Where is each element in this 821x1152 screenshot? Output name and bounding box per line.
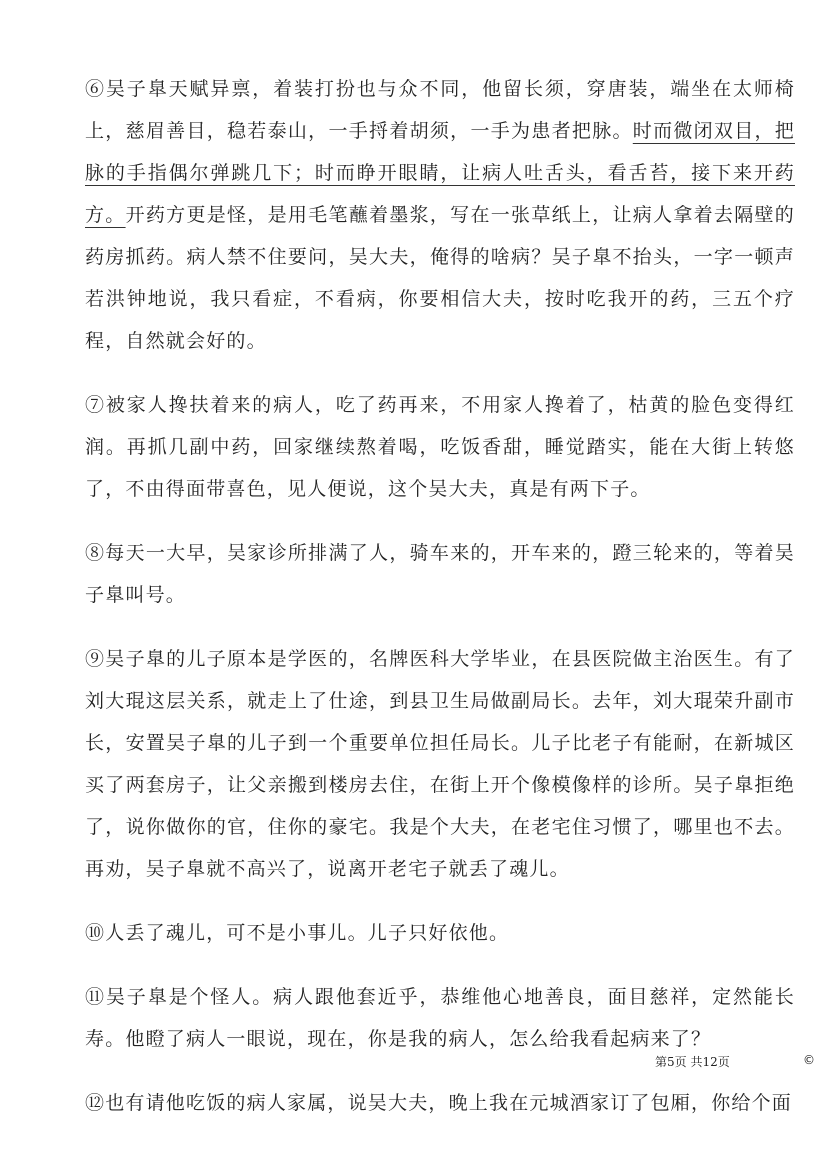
paragraph-9 (85, 638, 795, 890)
paragraph-8 (85, 532, 795, 616)
paragraph-7 (85, 384, 795, 510)
paragraph-text: 人丢了魂儿，可不是小事儿。儿子只好依他。 (105, 922, 510, 944)
paragraph-number: ⑪ (85, 986, 106, 1008)
paragraph-number: ⑫ (85, 1092, 106, 1114)
paragraph-number: ⑦ (85, 394, 106, 416)
page-footer: 第5页 共12页 (655, 1055, 730, 1069)
paragraph-number: ⑨ (85, 648, 106, 670)
paragraph-text: 被家人搀扶着来的病人，吃了药再来，不用家人搀着了，枯黄的脸色变得红润。再抓几副中药，回家继续熬着喝，吃饭香甜，睡觉踏实，能在大街上转悠了，不由得面带喜色，见人便说，这个吴大夫，真是有两下子。 (85, 394, 795, 500)
paragraph-number: ⑧ (85, 542, 106, 564)
paragraph-6 (85, 68, 795, 362)
paragraph-number: ⑥ (85, 78, 106, 100)
copyright-mark: © (803, 1053, 815, 1067)
paragraph-text: 也有请他吃饭的病人家属，说吴大夫，晚上我在元城酒家订了包厢，你给个面 (105, 1092, 793, 1114)
paragraph-12 (85, 1082, 795, 1124)
paragraph-text: 吴子臯的儿子原本是学医的，名牌医科大学毕业，在县医院做主治医生。有了刘大琨这层关系，就走上了仕途，到县卫生局做副局长。去年，刘大琨荣升副市长，安置吴子臯的儿子到一个重要单位担任局长。儿子比老子有能耐，在新城区买了两套房子，让父亲搬到楼房去住，在街上开个像模像样的诊所。吴子臯拒绝了，说你做你的官，住你的豪宅。我是个大夫，在老宅住习惯了，哪里也不去。再劝，吴子臯就不高兴了，说离开老宅子就丢了魂儿。 (85, 648, 795, 880)
paragraph-text: 开药方更是怪，是用毛笔蘸着墨浆，写在一张草纸上，让病人拿着去隔壁的药房抓药。病人禁不住要问，吴大夫，俺得的啥病？吴子臯不抬头，一字一顿声若洪钟地说，我只看症，不看病，你要相信大夫，按时吃我开的药，三五个疗程，自然就会好的。 (85, 204, 795, 352)
paragraph-number: ⑩ (85, 922, 106, 944)
paragraph-11 (85, 976, 795, 1060)
underlined-sentence: 时而微闭双目，把脉的手指偶尔弹跳几下；时而睁开眼睛，让病人吐舌头，看舌苔，接下来开药方。 (85, 120, 795, 226)
document-page (85, 68, 795, 1146)
paragraph-text: 每天一大早，吴家诊所排满了人，骑车来的，开车来的，蹬三轮来的，等着吴子臯叫号。 (85, 542, 795, 606)
paragraph-10 (85, 912, 795, 954)
paragraph-text: 吴子臯是个怪人。病人跟他套近乎，恭维他心地善良，面目慈祥，定然能长寿。他瞪了病人一眼说，现在，你是我的病人，怎么给我看起病来了？ (85, 986, 795, 1050)
paragraph-text: 吴子臯天赋异禀，着装打扮也与众不同，他留长须，穿唐装，端坐在太师椅上，慈眉善目，稳若泰山，一手捋着胡须，一手为患者把脉。 (85, 78, 795, 142)
